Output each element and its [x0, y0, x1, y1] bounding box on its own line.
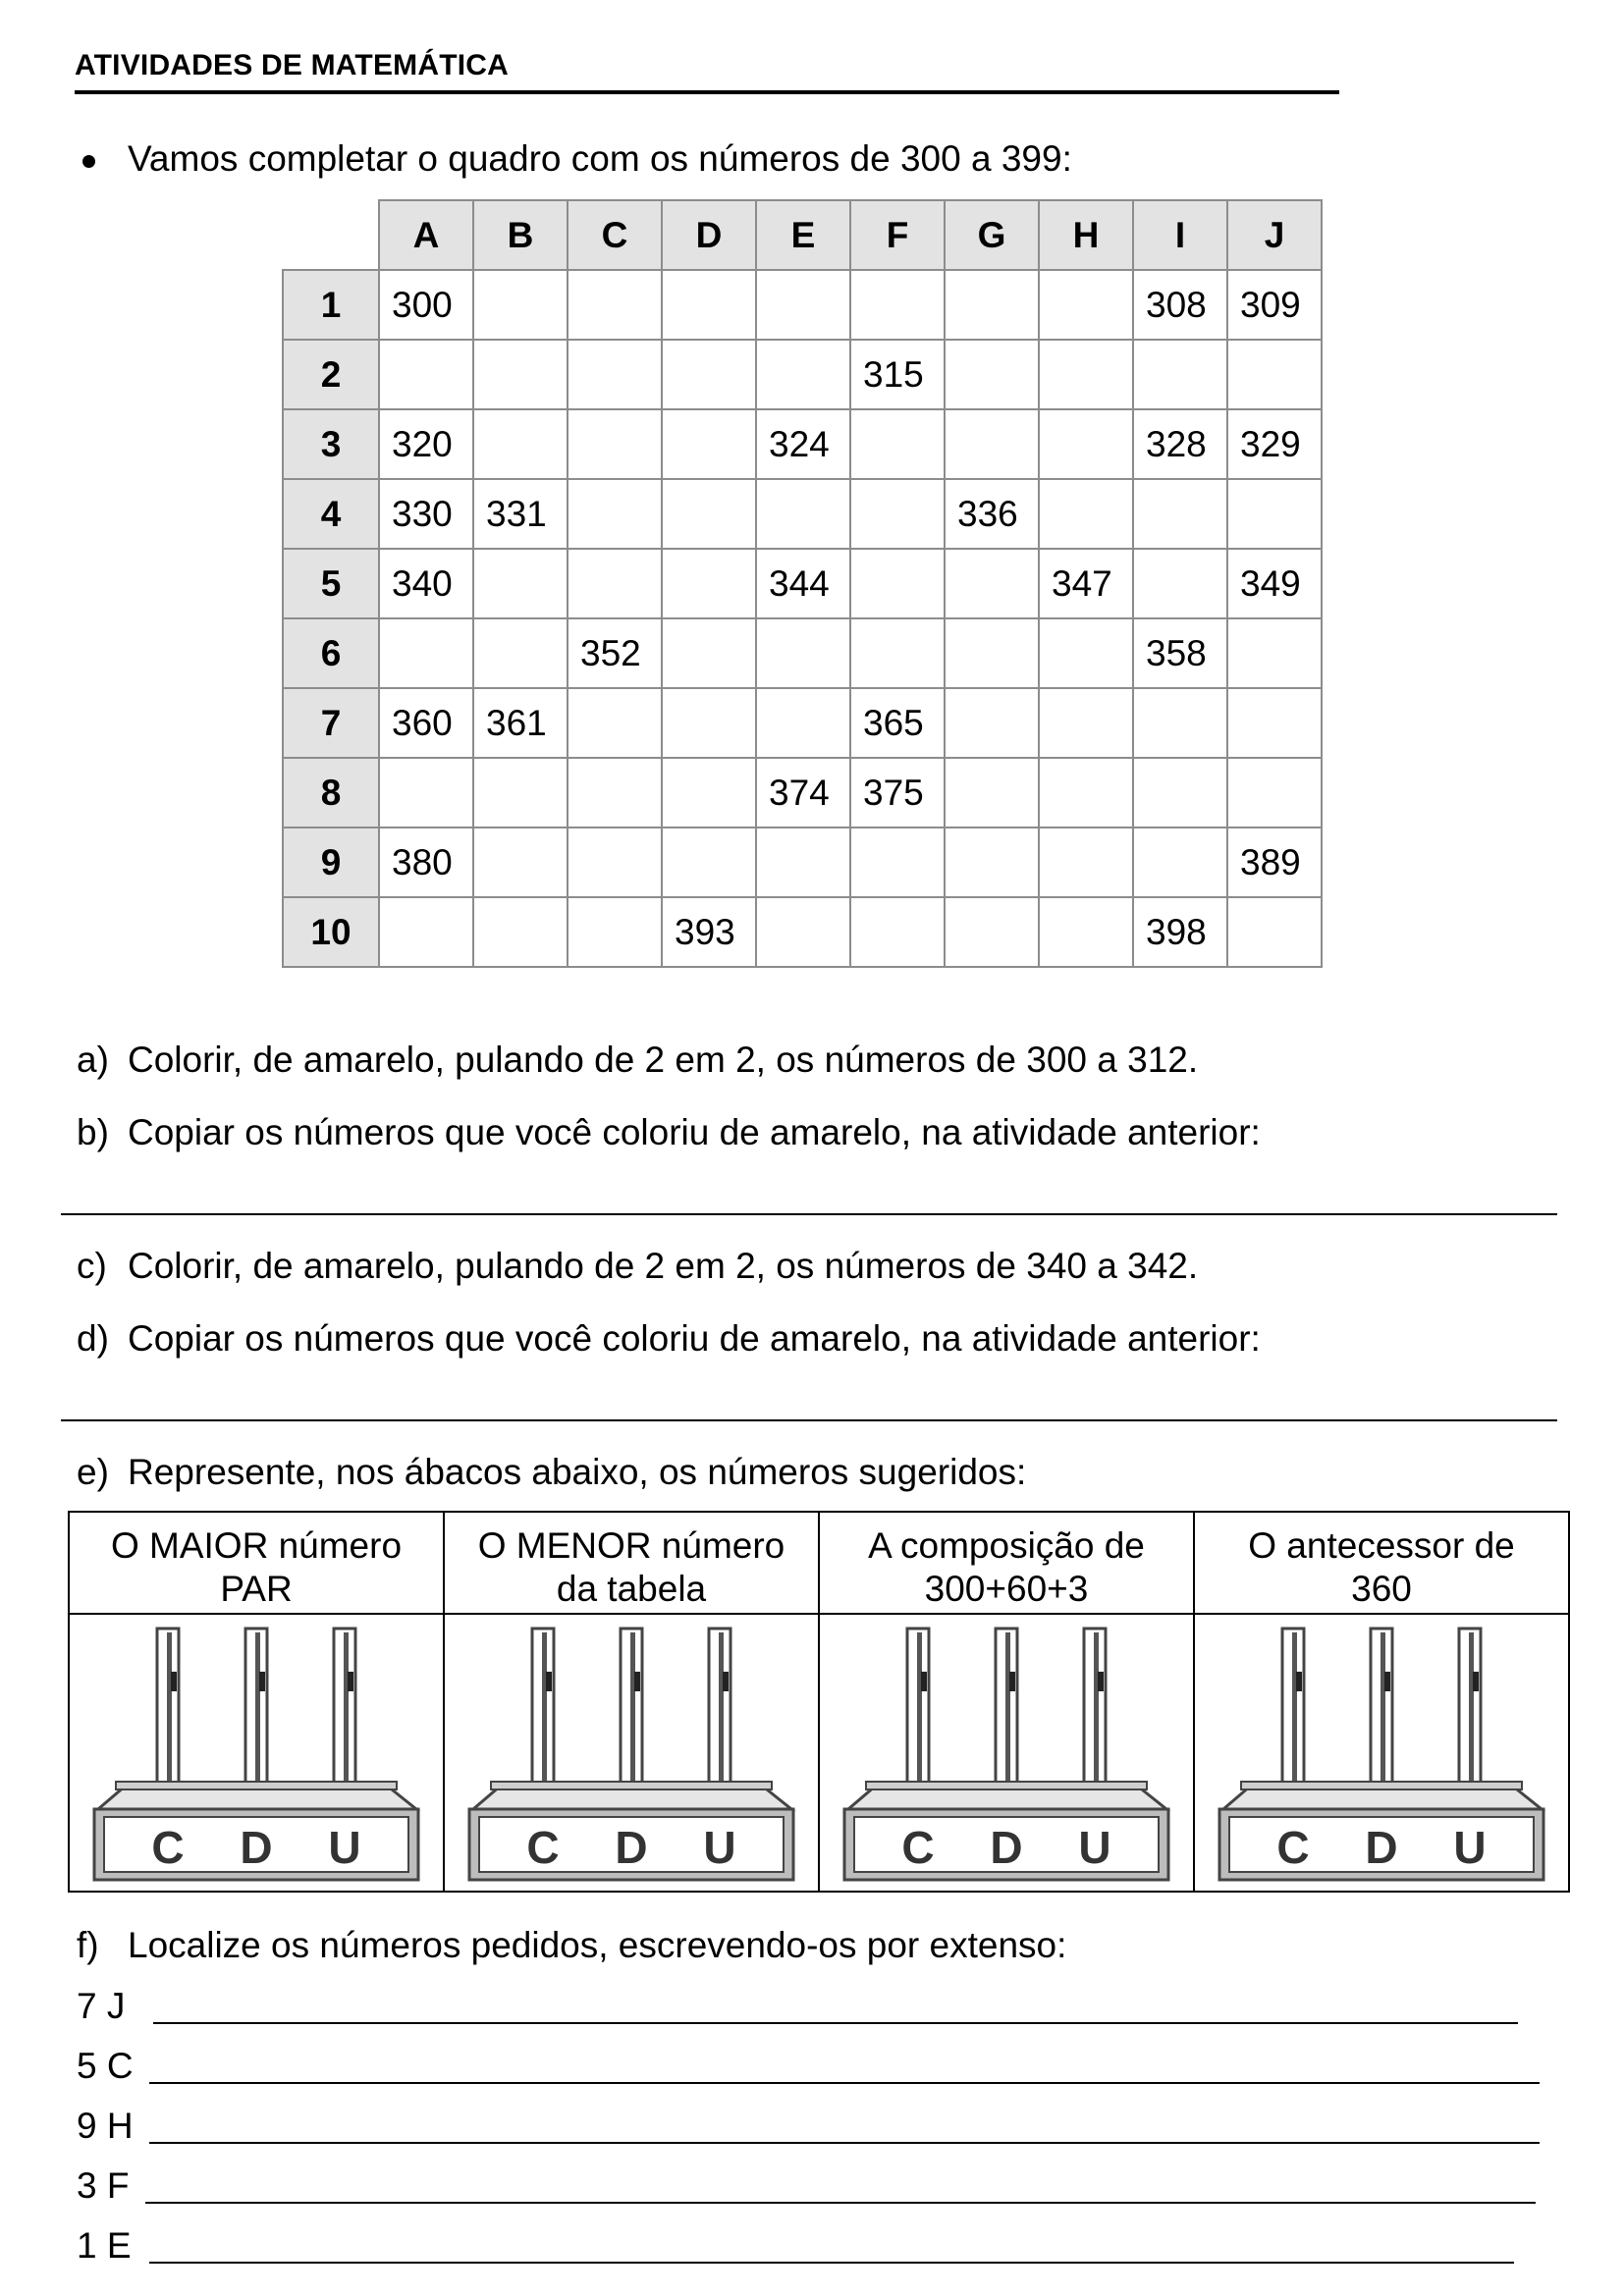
grid-row-header: 6 — [283, 618, 379, 688]
question-b-letter: b) — [77, 1112, 109, 1152]
grid-cell[interactable] — [473, 897, 568, 967]
grid-row-header: 9 — [283, 828, 379, 897]
grid-row-header: 4 — [283, 479, 379, 549]
grid-cell[interactable] — [945, 270, 1039, 340]
abacus-header-line: 360 — [1351, 1569, 1412, 1609]
grid-cell[interactable] — [945, 897, 1039, 967]
grid-row — [283, 758, 1322, 828]
grid-row — [283, 409, 1322, 479]
grid-row-header: 3 — [283, 409, 379, 479]
grid-row — [283, 340, 1322, 409]
grid-cell[interactable] — [473, 618, 568, 688]
grid-cell[interactable]: 300 — [379, 270, 473, 340]
grid-column-header: J — [1227, 200, 1322, 270]
question-c-letter: c) — [77, 1246, 107, 1286]
abacus-icon[interactable] — [70, 1621, 443, 1886]
grid-cell[interactable]: 336 — [945, 479, 1039, 549]
grid-column-header: C — [568, 200, 662, 270]
grid-cell[interactable] — [850, 828, 945, 897]
question-f-letter: f) — [77, 1925, 99, 1965]
grid-cell[interactable] — [662, 479, 756, 549]
grid-row-header: 10 — [283, 897, 379, 967]
grid-column-header: G — [945, 200, 1039, 270]
grid-cell[interactable]: 315 — [850, 340, 945, 409]
abacus-drawing — [837, 1621, 1176, 1886]
grid-cell[interactable] — [1039, 618, 1133, 688]
abacus-icon[interactable] — [1195, 1621, 1568, 1886]
grid-row — [283, 479, 1322, 549]
abacus-place-label: U — [328, 1821, 361, 1873]
grid-cell[interactable] — [662, 409, 756, 479]
grid-row-header: 8 — [283, 758, 379, 828]
grid-cell[interactable] — [568, 828, 662, 897]
grid-cell[interactable] — [379, 897, 473, 967]
grid-column-header: F — [850, 200, 945, 270]
locate-label-5c: 5 C — [77, 2046, 134, 2086]
grid-cell[interactable] — [1039, 270, 1133, 340]
grid-row — [283, 897, 1322, 967]
grid-cell[interactable]: 320 — [379, 409, 473, 479]
grid-column-header: D — [662, 200, 756, 270]
grid-cell[interactable] — [945, 409, 1039, 479]
abacus-cell-3[interactable] — [819, 1614, 1194, 1892]
grid-column-header: I — [1133, 200, 1227, 270]
question-d-text: Copiar os números que você coloriu de amarelo, na atividade anterior: — [128, 1318, 1261, 1359]
grid-cell[interactable]: 375 — [850, 758, 945, 828]
grid-cell[interactable]: 380 — [379, 828, 473, 897]
grid-row — [283, 270, 1322, 340]
grid-column-header: H — [1039, 200, 1133, 270]
title-underline — [75, 90, 1339, 94]
grid-cell[interactable] — [662, 618, 756, 688]
grid-cell[interactable] — [850, 270, 945, 340]
grid-cell[interactable] — [1039, 479, 1133, 549]
grid-cell[interactable] — [662, 340, 756, 409]
abacus-header-line: 300+60+3 — [924, 1569, 1089, 1609]
abacus-header-4 — [1194, 1512, 1569, 1614]
abacus-icon[interactable] — [820, 1621, 1193, 1886]
question-e-letter: e) — [77, 1452, 109, 1492]
grid-row-header: 2 — [283, 340, 379, 409]
abacus-place-label: D — [240, 1821, 273, 1873]
grid-cell[interactable] — [756, 270, 850, 340]
locate-answer-7j[interactable] — [153, 2022, 1518, 2024]
grid-cell[interactable] — [756, 828, 850, 897]
abacus-drawing — [461, 1621, 801, 1886]
bullet-icon — [82, 155, 95, 168]
abacus-place-label: C — [1276, 1821, 1310, 1873]
question-b-text: Copiar os números que você coloriu de amarelo, na atividade anterior: — [128, 1112, 1261, 1152]
grid-cell[interactable]: 309 — [1227, 270, 1322, 340]
grid-cell[interactable] — [756, 340, 850, 409]
grid-row — [283, 688, 1322, 758]
question-a-text: Colorir, de amarelo, pulando de 2 em 2, os números de 300 a 312. — [128, 1040, 1199, 1080]
abacus-place-label: C — [901, 1821, 935, 1873]
abacus-header-line: da tabela — [556, 1569, 707, 1609]
grid-column-header: E — [756, 200, 850, 270]
number-grid — [282, 199, 1323, 968]
grid-cell[interactable] — [1227, 688, 1322, 758]
grid-cell[interactable]: 398 — [1133, 897, 1227, 967]
grid-cell[interactable] — [1039, 688, 1133, 758]
grid-cell[interactable] — [756, 897, 850, 967]
grid-cell[interactable]: 374 — [756, 758, 850, 828]
grid-cell[interactable] — [945, 688, 1039, 758]
abacus-header-line: PAR — [220, 1569, 293, 1609]
abacus-place-label: C — [151, 1821, 185, 1873]
grid-cell[interactable] — [1039, 758, 1133, 828]
abacus-header-2 — [444, 1512, 819, 1614]
grid-cell[interactable] — [473, 409, 568, 479]
grid-cell[interactable]: 352 — [568, 618, 662, 688]
grid-cell[interactable]: 347 — [1039, 549, 1133, 618]
abacus-header-3 — [819, 1512, 1194, 1614]
grid-cell[interactable] — [473, 758, 568, 828]
grid-cell[interactable] — [1227, 758, 1322, 828]
grid-cell[interactable] — [756, 479, 850, 549]
grid-cell[interactable] — [662, 828, 756, 897]
grid-cell[interactable]: 349 — [1227, 549, 1322, 618]
locate-answer-9h[interactable] — [149, 2142, 1540, 2144]
abacus-table — [68, 1511, 1570, 1893]
grid-cell[interactable] — [945, 618, 1039, 688]
grid-cell[interactable] — [1133, 340, 1227, 409]
grid-cell[interactable] — [568, 688, 662, 758]
page-title: ATIVIDADES DE MATEMÁTICA — [75, 49, 510, 81]
locate-label-9h: 9 H — [77, 2106, 134, 2146]
grid-cell[interactable]: 361 — [473, 688, 568, 758]
grid-cell[interactable] — [1227, 340, 1322, 409]
abacus-cell-4[interactable] — [1194, 1614, 1569, 1892]
abacus-header-1 — [69, 1512, 444, 1614]
grid-cell[interactable] — [850, 409, 945, 479]
abacus-cell-1[interactable] — [69, 1614, 444, 1892]
grid-cell[interactable] — [568, 409, 662, 479]
abacus-drawing — [86, 1621, 426, 1886]
abacus-header-line: A composição de — [868, 1525, 1145, 1566]
grid-cell[interactable] — [662, 758, 756, 828]
grid-cell[interactable] — [662, 688, 756, 758]
grid-cell[interactable] — [662, 270, 756, 340]
grid-cell[interactable] — [945, 549, 1039, 618]
abacus-place-label: U — [1453, 1821, 1487, 1873]
grid-cell[interactable]: 360 — [379, 688, 473, 758]
grid-corner — [283, 200, 379, 270]
grid-cell[interactable] — [568, 340, 662, 409]
locate-answer-3f[interactable] — [145, 2202, 1536, 2204]
abacus-header-line: O antecessor de — [1248, 1525, 1515, 1566]
question-a-letter: a) — [77, 1040, 109, 1080]
question-d-letter: d) — [77, 1318, 109, 1359]
grid-cell[interactable] — [568, 479, 662, 549]
grid-cell[interactable]: 358 — [1133, 618, 1227, 688]
locate-label-7j: 7 J — [77, 1986, 126, 2026]
grid-row — [283, 828, 1322, 897]
grid-cell[interactable]: 389 — [1227, 828, 1322, 897]
abacus-header-line: O MENOR número — [477, 1525, 785, 1566]
grid-cell[interactable] — [1133, 828, 1227, 897]
grid-cell[interactable]: 308 — [1133, 270, 1227, 340]
grid-cell[interactable] — [1227, 618, 1322, 688]
grid-cell[interactable] — [568, 270, 662, 340]
grid-cell[interactable] — [568, 549, 662, 618]
grid-column-header: B — [473, 200, 568, 270]
grid-cell[interactable] — [945, 828, 1039, 897]
locate-answer-1e[interactable] — [149, 2262, 1514, 2264]
grid-cell[interactable] — [379, 618, 473, 688]
grid-row — [283, 618, 1322, 688]
grid-cell[interactable] — [850, 479, 945, 549]
grid-cell[interactable] — [379, 758, 473, 828]
grid-cell[interactable] — [945, 758, 1039, 828]
grid-cell[interactable] — [662, 549, 756, 618]
grid-cell[interactable]: 331 — [473, 479, 568, 549]
answer-line-b[interactable] — [61, 1213, 1557, 1215]
abacus-place-label: D — [615, 1821, 648, 1873]
grid-cell[interactable] — [473, 270, 568, 340]
grid-cell[interactable] — [1039, 409, 1133, 479]
question-e-text: Represente, nos ábacos abaixo, os números sugeridos: — [128, 1452, 1027, 1492]
grid-cell[interactable] — [1227, 479, 1322, 549]
grid-cell[interactable]: 330 — [379, 479, 473, 549]
grid-cell[interactable] — [1039, 897, 1133, 967]
abacus-place-label: D — [1365, 1821, 1398, 1873]
grid-row-header: 1 — [283, 270, 379, 340]
abacus-place-label: D — [990, 1821, 1023, 1873]
abacus-place-label: U — [1078, 1821, 1111, 1873]
grid-cell[interactable] — [1133, 479, 1227, 549]
grid-cell[interactable] — [473, 828, 568, 897]
grid-cell[interactable] — [1133, 549, 1227, 618]
intro-text: Vamos completar o quadro com os números de 300 a 399: — [128, 138, 1072, 179]
grid-cell[interactable]: 365 — [850, 688, 945, 758]
grid-cell[interactable]: 344 — [756, 549, 850, 618]
abacus-place-label: U — [703, 1821, 736, 1873]
grid-cell[interactable] — [945, 340, 1039, 409]
grid-cell[interactable] — [568, 758, 662, 828]
locate-label-1e: 1 E — [77, 2225, 132, 2266]
question-f-text: Localize os números pedidos, escrevendo-os por extenso: — [128, 1925, 1067, 1965]
grid-row-header: 5 — [283, 549, 379, 618]
grid-cell[interactable]: 329 — [1227, 409, 1322, 479]
answer-line-d[interactable] — [61, 1419, 1557, 1421]
grid-cell[interactable]: 328 — [1133, 409, 1227, 479]
abacus-cell-2[interactable] — [444, 1614, 819, 1892]
grid-cell[interactable] — [756, 688, 850, 758]
grid-cell[interactable] — [568, 897, 662, 967]
grid-cell[interactable] — [379, 340, 473, 409]
grid-cell[interactable]: 340 — [379, 549, 473, 618]
abacus-icon[interactable] — [445, 1621, 818, 1886]
question-c-text: Colorir, de amarelo, pulando de 2 em 2, os números de 340 a 342. — [128, 1246, 1199, 1286]
grid-column-header: A — [379, 200, 473, 270]
grid-cell[interactable] — [1133, 688, 1227, 758]
abacus-header-line: O MAIOR número — [110, 1525, 403, 1566]
grid-cell[interactable] — [850, 549, 945, 618]
locate-label-3f: 3 F — [77, 2165, 130, 2206]
grid-cell[interactable] — [473, 340, 568, 409]
grid-cell[interactable] — [756, 618, 850, 688]
grid-cell[interactable] — [850, 897, 945, 967]
grid-row — [283, 549, 1322, 618]
grid-cell[interactable] — [1227, 897, 1322, 967]
grid-cell[interactable]: 324 — [756, 409, 850, 479]
grid-cell[interactable] — [1133, 758, 1227, 828]
grid-cell[interactable] — [1039, 828, 1133, 897]
grid-row-header: 7 — [283, 688, 379, 758]
grid-cell[interactable] — [1039, 340, 1133, 409]
grid-cell[interactable] — [850, 618, 945, 688]
locate-answer-5c[interactable] — [149, 2082, 1540, 2084]
grid-cell[interactable] — [473, 549, 568, 618]
grid-cell[interactable]: 393 — [662, 897, 756, 967]
abacus-place-label: C — [526, 1821, 560, 1873]
abacus-drawing — [1212, 1621, 1551, 1886]
